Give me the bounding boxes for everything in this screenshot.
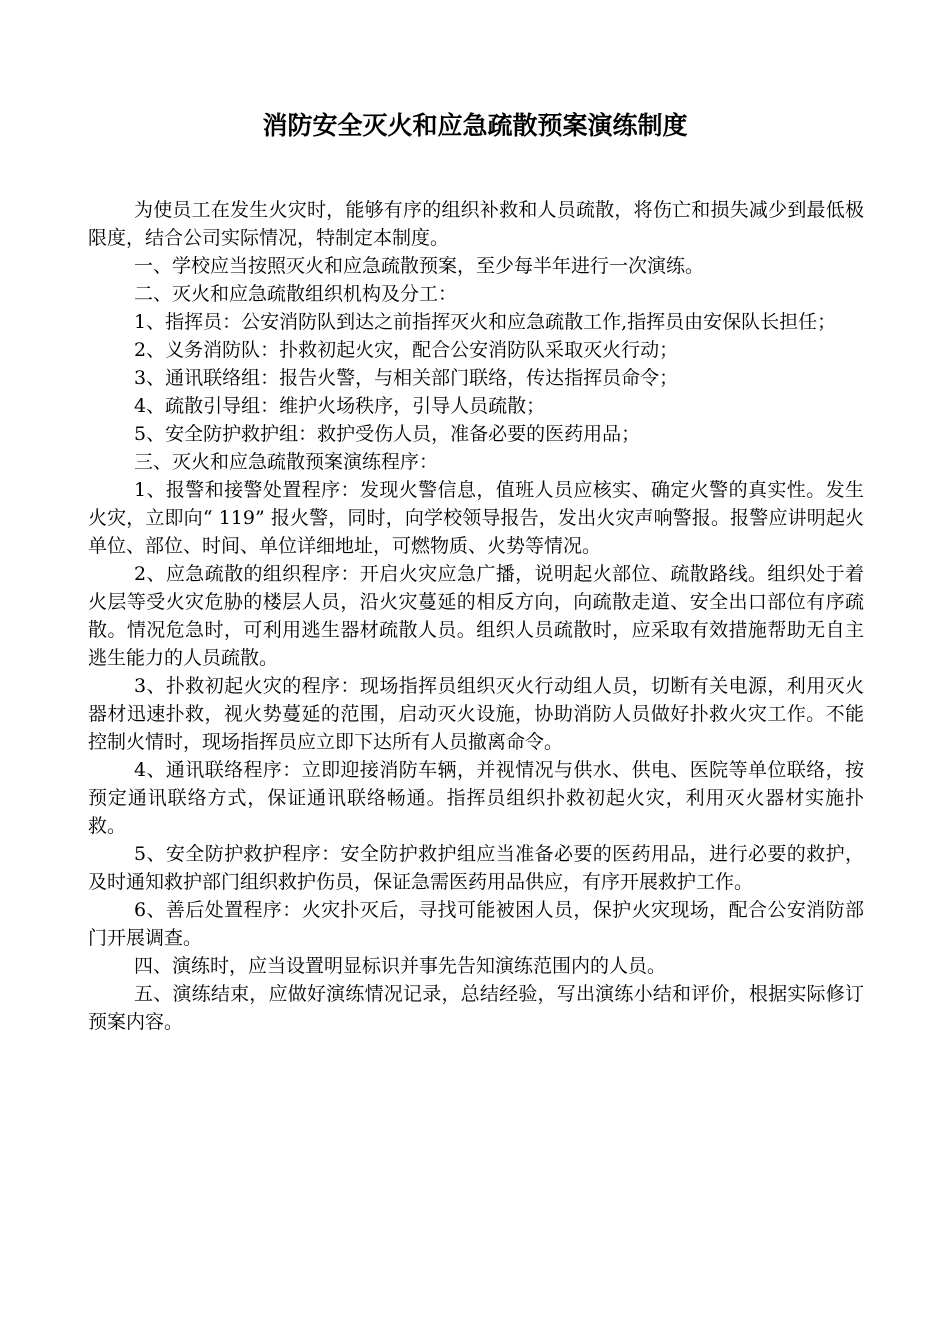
section-three-heading: 三、灭火和应急疏散预案演练程序： [134,451,439,473]
intro-paragraph: 为使员工在发生火灾时，能够有序的组织补救和人员疏散，将伤亡和损失减少到最低极限度，结合公司实际情况，特制定本制度。 [88,199,864,249]
role-first-aid-group: 5、安全防护救护组：救护受伤人员，准备必要的医药用品； [134,423,641,445]
role-commander: 1、指挥员：公安消防队到达之前指挥灭火和应急疏散工作,指挥员由安保队长担任； [134,311,837,333]
procedure-firefighting: 3、扑救初起火灾的程序：现场指挥员组织灭火行动组人员，切断有关电源，利用灭火器材迅速扑救，视火势蔓延的范围，启动灭火设施，协助消防人员做好扑救火灾工作。不能控制火情时，现场指挥员应立即下达所有人员撤离命令。 [88,675,864,753]
section-five-drill-review: 五、演练结束，应做好演练情况记录，总结经验，写出演练小结和评价，根据实际修订预案内容。 [88,983,864,1033]
role-evacuation-group: 4、疏散引导组：维护火场秩序，引导人员疏散； [134,395,546,417]
section-one-drill-frequency: 一、学校应当按照灭火和应急疏散预案，至少每半年进行一次演练。 [134,255,705,277]
procedure-evacuation: 2、应急疏散的组织程序：开启火灾应急广播，说明起火部位、疏散路线。组织处于着火层等受火灾危胁的楼层人员，沿火灾蔓延的相反方向，向疏散走道、安全出口部位有序疏散。情况危急时，可利用逃生器材疏散人员。组织人员疏散时，应采取有效措施帮助无自主逃生能力的人员疏散。 [88,563,864,669]
role-volunteer-firefighters: 2、义务消防队：扑救初起火灾，配合公安消防队采取灭火行动； [134,339,679,361]
procedure-aftermath: 6、善后处置程序：火灾扑灭后，寻找可能被困人员，保护火灾现场，配合公安消防部门开展调查。 [88,899,864,949]
section-four-drill-signage: 四、演练时，应当设置明显标识并事先告知演练范围内的人员。 [134,955,667,977]
procedure-first-aid: 5、安全防护救护程序：安全防护救护组应当准备必要的医药用品，进行必要的救护，及时通知救护部门组织救护伤员，保证急需医药用品供应，有序开展救护工作。 [88,843,864,893]
document-body [88,196,864,1036]
procedure-alarm: 1、报警和接警处置程序：发现火警信息，值班人员应核实、确定火警的真实性。发生火灾，立即向“ 119” 报火警，同时，向学校领导报告，发出火灾声响警报。报警应讲明起火单位、部位、时间、单位详细地址，可燃物质、火势等情况。 [88,479,864,557]
procedure-communication: 4、通讯联络程序：立即迎接消防车辆，并视情况与供水、供电、医院等单位联络，按预定通讯联络方式，保证通讯联络畅通。指挥员组织扑救初起火灾，利用灭火器材实施扑救。 [88,759,864,837]
document-title: 消防安全灭火和应急疏散预案演练制度 [262,111,688,140]
role-communication-group: 3、通讯联络组：报告火警，与相关部门联络，传达指挥员命令； [134,367,679,389]
section-two-heading: 二、灭火和应急疏散组织机构及分工： [134,283,458,305]
